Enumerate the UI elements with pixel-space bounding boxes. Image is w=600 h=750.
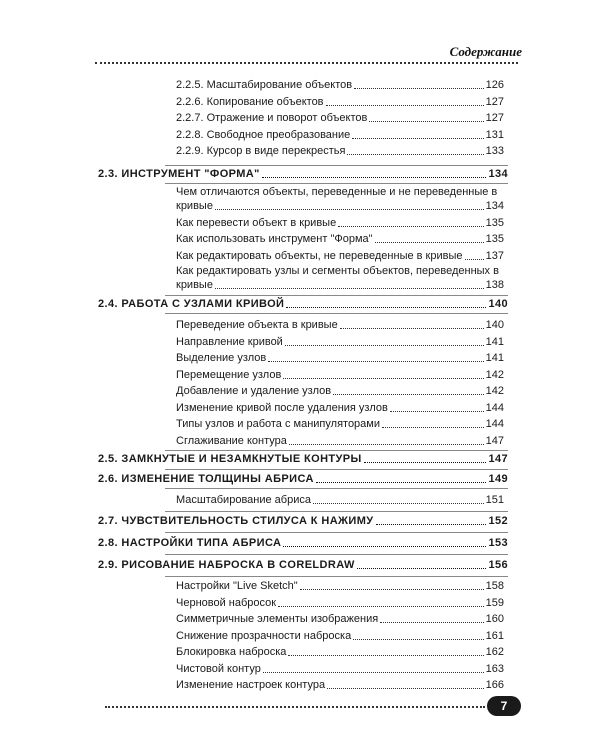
leader-dots	[316, 482, 487, 483]
section-divider	[165, 165, 508, 166]
toc-entry-curve-after-removal[interactable]: Изменение кривой после удаления узлов 144	[176, 402, 504, 414]
toc-entry-final-contour[interactable]: Чистовой контур 163	[176, 663, 504, 675]
toc-entry-sketch-transparency[interactable]: Снижение прозрачности наброска 161	[176, 630, 504, 642]
section-divider	[165, 469, 508, 470]
leader-dots	[354, 88, 484, 89]
leader-dots	[215, 209, 484, 210]
table-of-contents: 2.2.5. Масштабирование объектов 126 2.2.6. Копирование объектов 127 2.2.7. Отражение и поворот объектов 127 2.2.8. Свободное преобразование 131 2.2.9. Курсор в виде перекрестья 133 2.3. ИНСТРУМЕНТ "ФОРМА" 134 Чем отличаются объекты, переведенные и не переведенные в кривые 134 Как перевести объект в кривые 135 Как использовать инструмент "Форма" 135 Как редактировать объекты, не переведенные в кривые 137 Как редактировать узлы и сегменты объектов, переведенных в кривые 138 2.4. РАБОТА С УЗЛАМИ КРИВОЙ 140 Переведение объекта в кривые 140 Направление кривой 141 Выделение узлов 141 Перемещение узлов 142 Добавление и удаление узлов 142 Изменение кривой после удаления узлов 144 Типы узлов и работа с манипуляторами 144 Сглаживание контура 147 2.5. ЗАМКНУТЫЕ И НЕЗАМКНУТЫЕ КОНТУРЫ 147 2.6. ИЗМЕНЕНИЕ ТОЛЩИНЫ АБРИСА 149 Масштабирование абриса 151 2.7. ЧУВСТВИТЕЛЬНОСТЬ СТИЛУСА К НАЖИМУ 152 2.8. НАСТРОЙКИ ТИПА АБРИСА 153 2.9. РИСОВАНИЕ НАБРОСКА В CORELDRAW 156 Настройки "Live Sketch" 158 Черновой набросок 159 Симметричные элементы изображения 160 Снижение прозрачности наброска 161 Блокировка наброска 162 Чистовой контур 163 Изменение настроек контура 166	[98, 79, 508, 691]
leader-dots	[357, 568, 487, 569]
leader-dots	[375, 242, 484, 243]
toc-entry-2-2-7[interactable]: 2.2.7. Отражение и поворот объектов 127	[176, 112, 504, 124]
toc-section-2-5[interactable]: 2.5. ЗАМКНУТЫЕ И НЕЗАМКНУТЫЕ КОНТУРЫ 147	[98, 453, 508, 465]
leader-dots	[313, 503, 484, 504]
section-divider	[165, 532, 508, 533]
leader-dots	[262, 177, 487, 178]
leader-dots	[333, 394, 484, 395]
leader-dots	[285, 345, 484, 346]
leader-dots	[263, 672, 484, 673]
toc-entry-contour-settings[interactable]: Изменение настроек контура 166	[176, 679, 504, 691]
toc-entry-2-2-8[interactable]: 2.2.8. Свободное преобразование 131	[176, 129, 504, 141]
toc-entry-2-2-6[interactable]: 2.2.6. Копирование объектов 127	[176, 96, 504, 108]
toc-entry-node-add-remove[interactable]: Добавление и удаление узлов 142	[176, 385, 504, 397]
leader-dots	[352, 138, 483, 139]
leader-dots	[286, 307, 486, 308]
leader-dots	[376, 524, 487, 525]
toc-entry-shape-tool-usage[interactable]: Как использовать инструмент "Форма" 135	[176, 233, 504, 245]
toc-entry-outline-scaling[interactable]: Масштабирование абриса 151	[176, 494, 504, 506]
leader-dots	[353, 639, 483, 640]
leader-dots	[380, 622, 483, 623]
toc-section-2-7[interactable]: 2.7. ЧУВСТВИТЕЛЬНОСТЬ СТИЛУСА К НАЖИМУ 152	[98, 515, 508, 527]
section-divider	[165, 488, 508, 489]
section-divider	[165, 511, 508, 512]
toc-entry-node-types[interactable]: Типы узлов и работа с манипуляторами 144	[176, 418, 504, 430]
leader-dots	[327, 688, 484, 689]
leader-dots	[268, 361, 483, 362]
running-header: Содержание	[449, 44, 522, 59]
leader-dots	[340, 328, 484, 329]
leader-dots	[338, 226, 483, 227]
toc-entry-convert-to-curves[interactable]: Как перевести объект в кривые 135	[176, 217, 504, 229]
toc-entry-contour-smoothing[interactable]: Сглаживание контура 147	[176, 435, 504, 447]
toc-entry-live-sketch-settings[interactable]: Настройки "Live Sketch" 158	[176, 580, 504, 592]
leader-dots	[382, 427, 484, 428]
leader-dots	[283, 546, 486, 547]
toc-entry-edit-non-curves[interactable]: Как редактировать объекты, не переведенные в кривые 137	[176, 250, 504, 262]
leader-dots	[288, 655, 483, 656]
leader-dots	[289, 444, 484, 445]
leader-dots	[390, 411, 484, 412]
leader-dots	[369, 121, 483, 122]
toc-entry-node-move[interactable]: Перемещение узлов 142	[176, 369, 504, 381]
toc-entry-symmetric-elements[interactable]: Симметричные элементы изображения 160	[176, 613, 504, 625]
toc-section-2-6[interactable]: 2.6. ИЗМЕНЕНИЕ ТОЛЩИНЫ АБРИСА 149	[98, 473, 508, 485]
toc-section-2-3[interactable]: 2.3. ИНСТРУМЕНТ "ФОРМА" 134	[98, 168, 508, 180]
section-divider	[165, 183, 508, 184]
toc-section-2-9[interactable]: 2.9. РИСОВАНИЕ НАБРОСКА В CORELDRAW 156	[98, 559, 508, 571]
leader-dots	[364, 462, 487, 463]
toc-entry-node-selection[interactable]: Выделение узлов 141	[176, 352, 504, 364]
toc-entry-curve-direction[interactable]: Направление кривой 141	[176, 336, 504, 348]
leader-dots	[283, 378, 483, 379]
toc-section-2-8[interactable]: 2.8. НАСТРОЙКИ ТИПА АБРИСА 153	[98, 537, 508, 549]
section-divider	[165, 313, 508, 314]
footer-rule	[105, 706, 485, 708]
toc-entry-sketch-lock[interactable]: Блокировка наброска 162	[176, 646, 504, 658]
leader-dots	[278, 606, 484, 607]
toc-entry-object-to-curves[interactable]: Переведение объекта в кривые 140	[176, 319, 504, 331]
leader-dots	[215, 288, 484, 289]
page-number-badge: 7	[487, 696, 521, 716]
leader-dots	[347, 154, 483, 155]
section-divider	[165, 554, 508, 555]
leader-dots	[300, 589, 484, 590]
toc-entry-draft-sketch[interactable]: Черновой набросок 159	[176, 597, 504, 609]
section-divider	[165, 576, 508, 577]
section-divider	[165, 450, 508, 451]
leader-dots	[326, 105, 484, 106]
toc-entry-2-2-9[interactable]: 2.2.9. Курсор в виде перекрестья 133	[176, 145, 504, 157]
toc-section-2-4[interactable]: 2.4. РАБОТА С УЗЛАМИ КРИВОЙ 140	[98, 298, 508, 310]
section-divider	[165, 295, 508, 296]
toc-entry-2-2-5[interactable]: 2.2.5. Масштабирование объектов 126	[176, 79, 504, 91]
leader-dots	[465, 259, 484, 260]
